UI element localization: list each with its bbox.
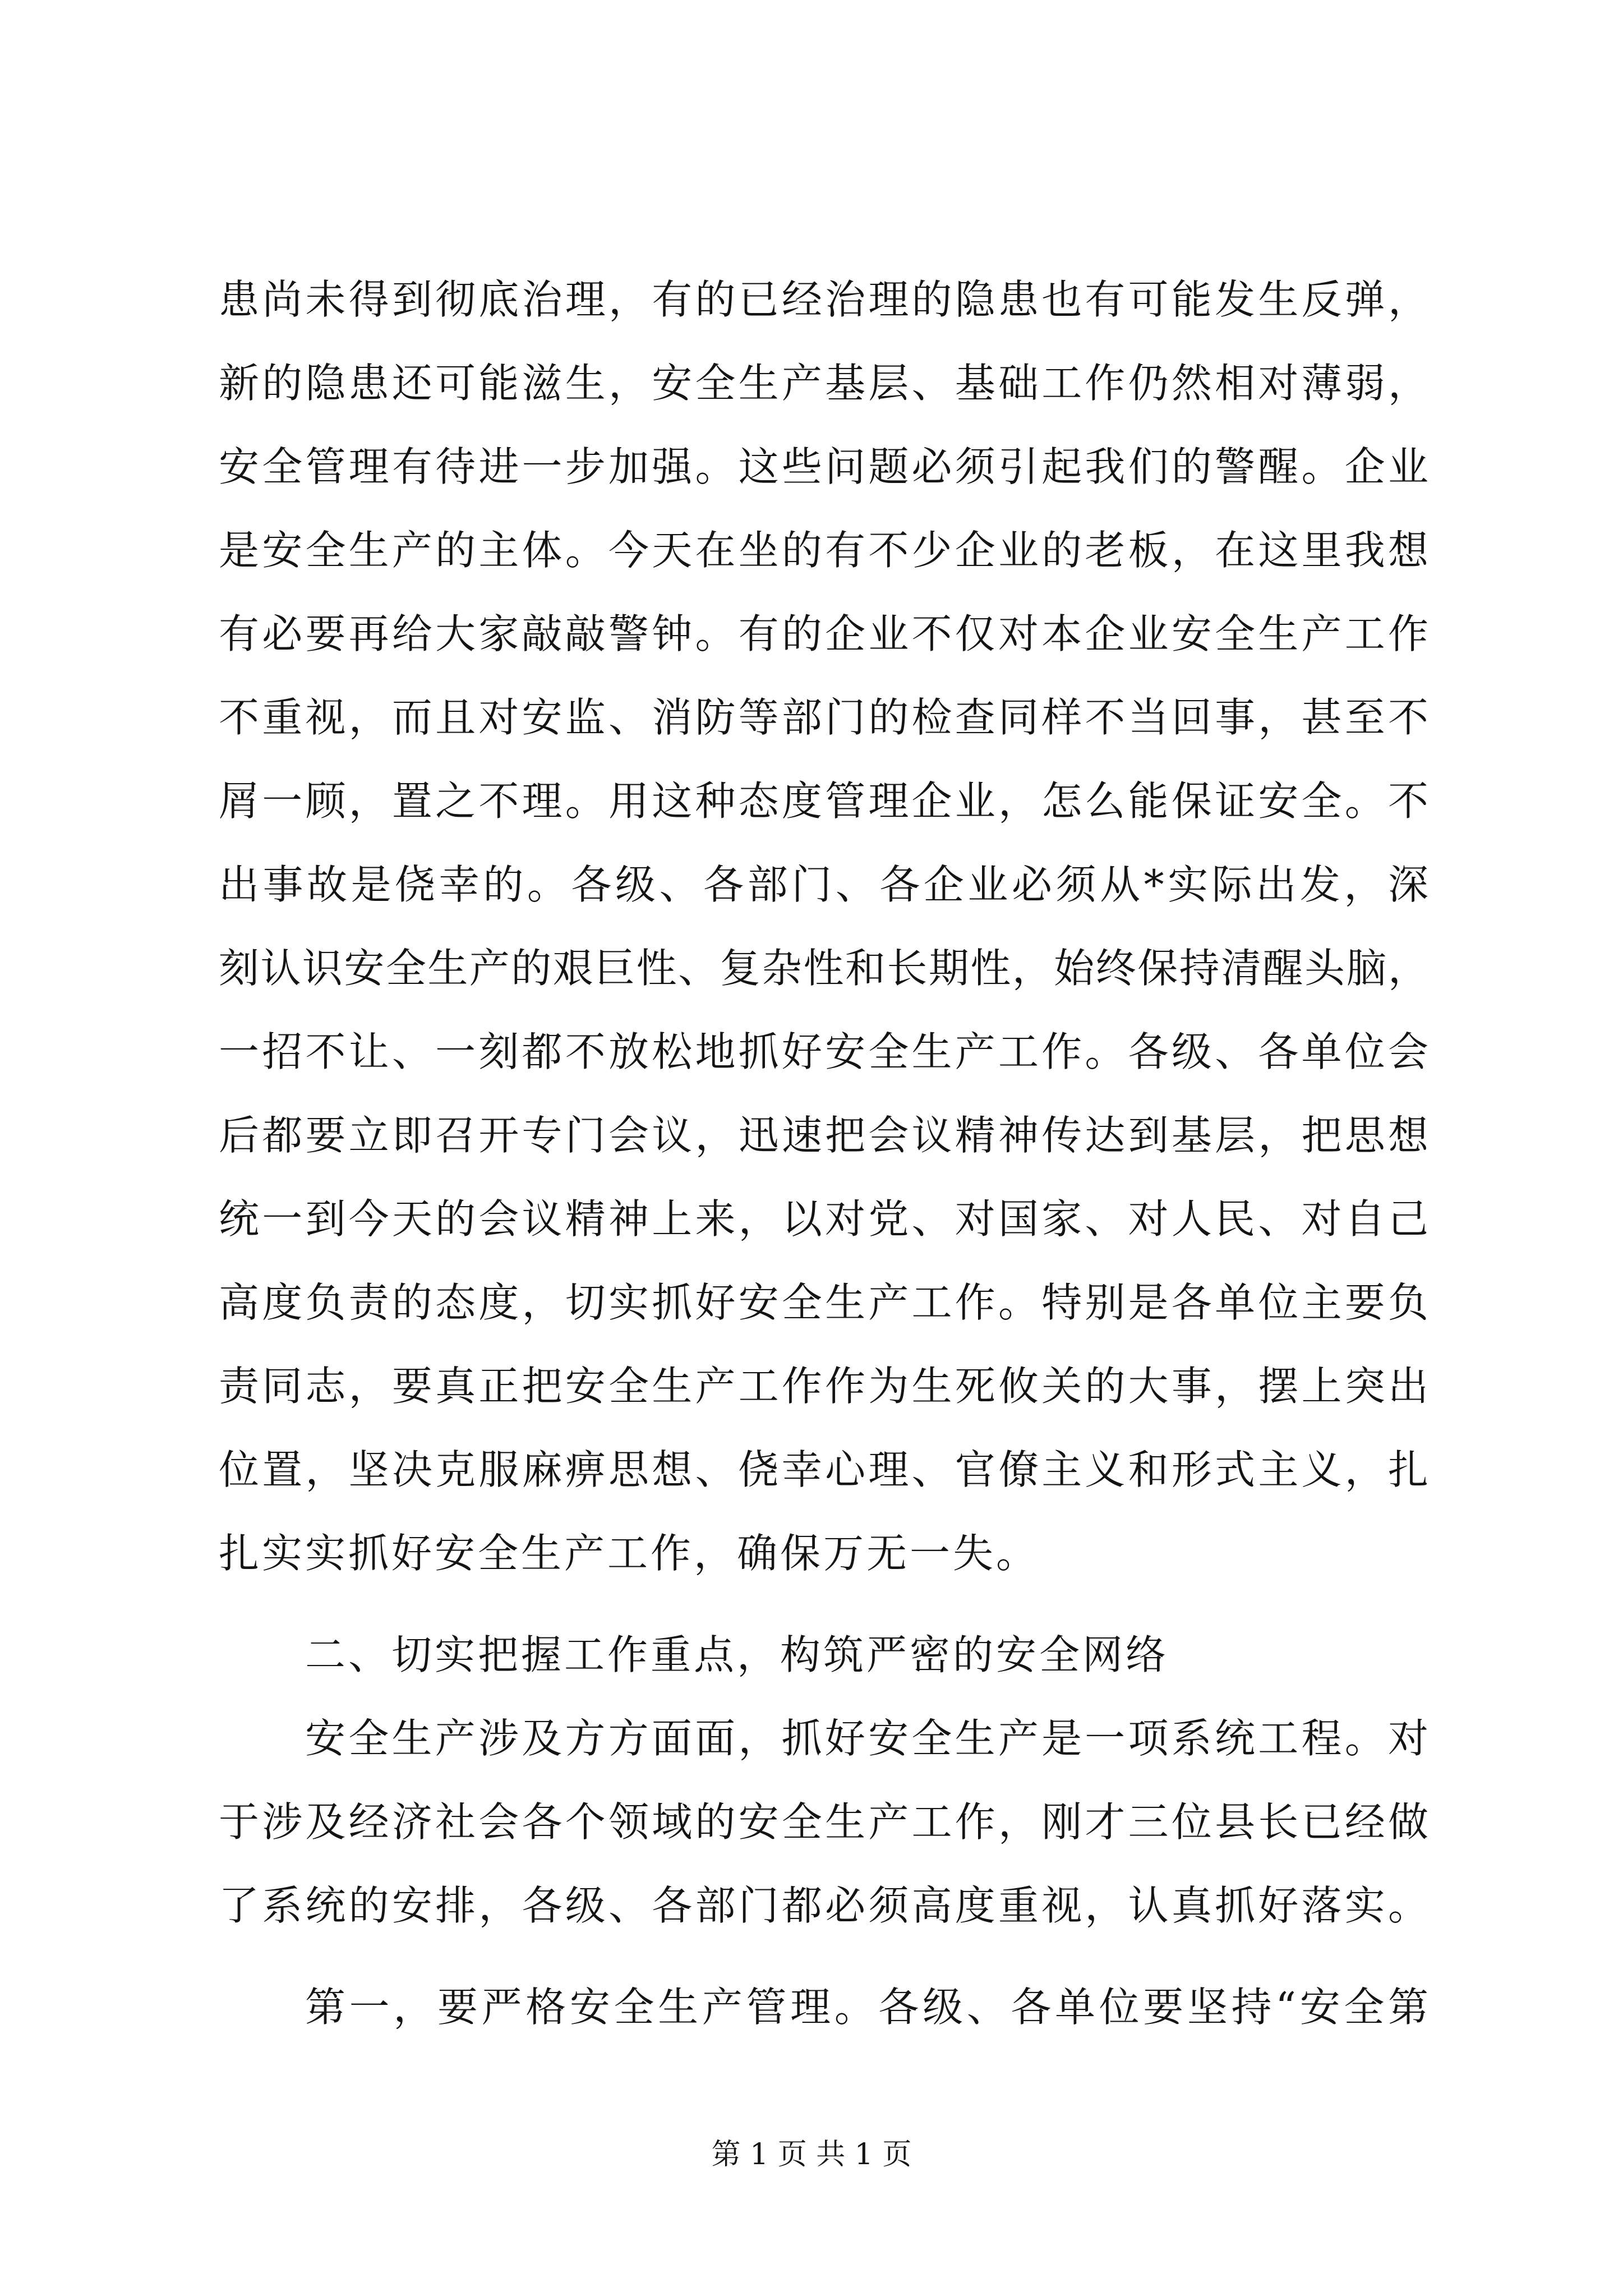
text-line: 是安全生产的主体。今天在坐的有不少企业的老板，在这里我想 [219,527,1428,574]
text-line: 扎实实抓好安全生产工作，确保万无一失。 [219,1530,1040,1577]
section-heading-text: 二、切实把握工作重点，构筑严密的安全网络 [305,1631,1169,1678]
text-line: 了系统的安排，各级、各部门都必须高度重视，认真抓好落实。 [219,1882,1428,1929]
text-line: 位置，坚决克服麻痹思想、侥幸心理、官僚主义和形式主义，扎 [219,1446,1428,1493]
section-heading [219,1613,1428,1697]
text-line: 刻认识安全生产的艰巨性、复杂性和长期性，始终保持清醒头脑， [219,945,1428,992]
text-line: 新的隐患还可能滋生，安全生产基层、基础工作仍然相对薄弱， [219,360,1428,407]
page-number-footer: 第 1 页 共 1 页 [711,2138,912,2171]
text-line: 统一到今天的会议精神上来，以对党、对国家、对人民、对自己 [219,1195,1428,1243]
text-line: 安全管理有待进一步加强。这些问题必须引起我们的警醒。企业 [219,443,1428,490]
text-line: 高度负责的态度，切实抓好安全生产工作。特别是各单位主要负 [219,1279,1428,1326]
text-line: 后都要立即召开专门会议，迅速把会议精神传达到基层，把思想 [219,1112,1428,1159]
paragraph [219,1966,1428,2049]
text-line: 一招不让、一刻都不放松地抓好安全生产工作。各级、各单位会 [219,1028,1428,1075]
text-line: 有必要再给大家敲敲警钟。有的企业不仅对本企业安全生产工作 [219,610,1428,657]
text-line: 屑一顾，置之不理。用这种态度管理企业，怎么能保证安全。不 [219,777,1428,825]
text-line: 于涉及经济社会各个领域的安全生产工作，刚才三位县长已经做 [219,1798,1428,1846]
paragraph-continuation [219,258,1428,1595]
text-line: 安全生产涉及方方面面，抓好安全生产是一项系统工程。对 [305,1715,1428,1762]
text-line: 第一，要严格安全生产管理。各级、各单位要坚持“安全第 [305,1984,1428,2031]
text-line: 责同志，要真正把安全生产工作作为生死攸关的大事，摆上突出 [219,1363,1428,1410]
document-body [219,258,1428,2049]
text-line: 患尚未得到彻底治理，有的已经治理的隐患也有可能发生反弹， [219,276,1428,323]
paragraph [219,1697,1428,1948]
text-line: 出事故是侥幸的。各级、各部门、各企业必须从*实际出发，深 [219,861,1428,908]
text-line: 不重视，而且对安监、消防等部门的检查同样不当回事，甚至不 [219,694,1428,741]
